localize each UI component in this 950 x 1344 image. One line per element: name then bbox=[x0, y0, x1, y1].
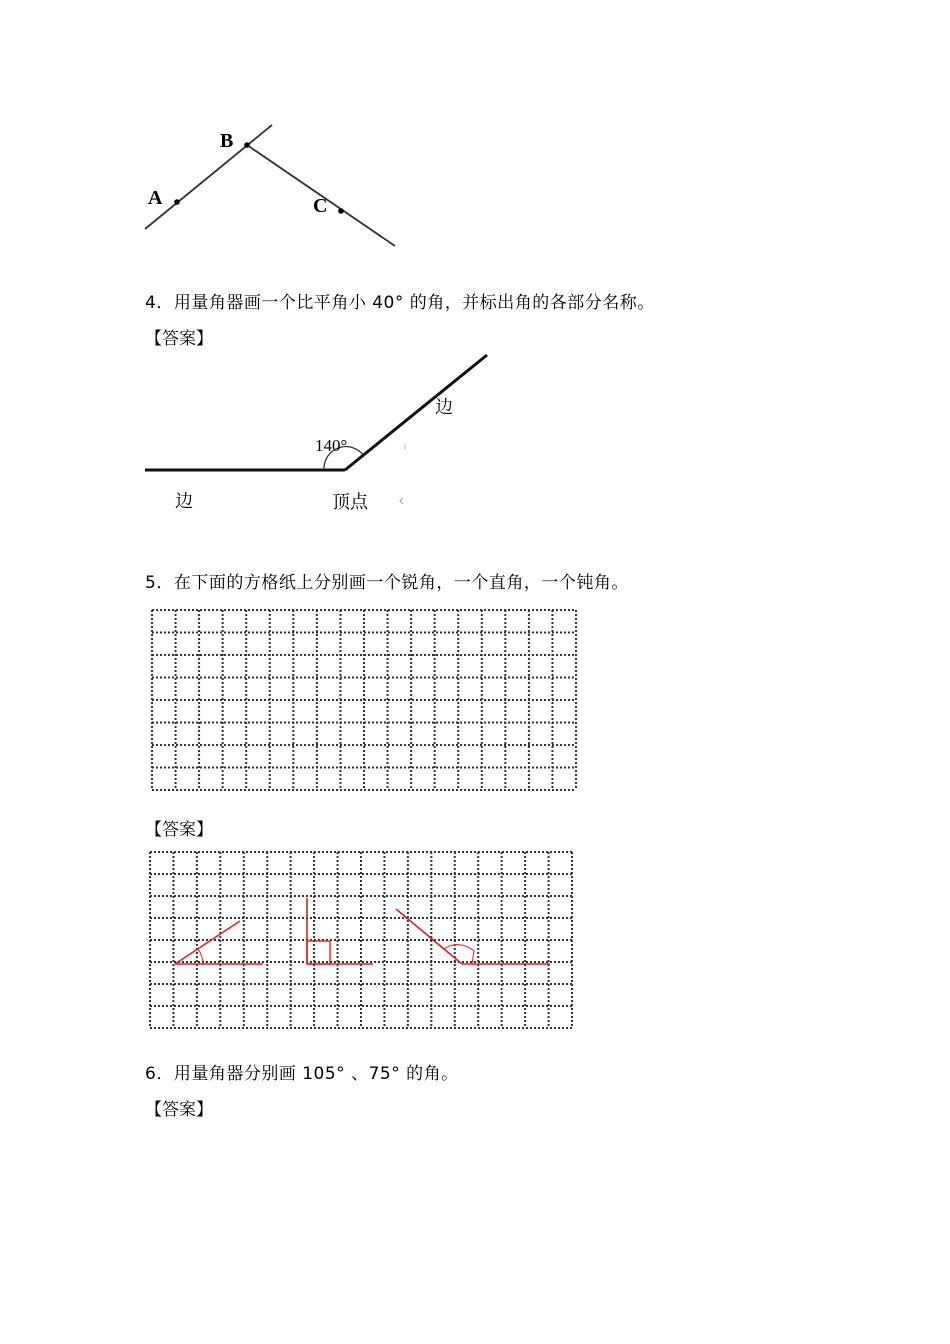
angle-140-label: 140° bbox=[315, 436, 348, 455]
right-angle-drawing bbox=[307, 898, 373, 964]
side-label-lower: 边 bbox=[175, 491, 193, 512]
answer-grid-paper bbox=[150, 852, 572, 1028]
empty-grid-paper bbox=[152, 610, 576, 790]
point-c-label: C bbox=[313, 195, 328, 217]
question-5-text: 5．在下面的方格纸上分别画一个锐角，一个直角，一个钝角。 bbox=[145, 573, 629, 593]
point-a-label: A bbox=[148, 187, 163, 209]
point-b-label: B bbox=[220, 130, 234, 152]
side-label-upper: 边 bbox=[435, 397, 453, 418]
question-5-answer-label: 【答案】 bbox=[145, 820, 213, 840]
vertex-label: 顶点 bbox=[332, 492, 368, 513]
acute-angle-drawing bbox=[175, 921, 263, 964]
question-6-answer-label: 【答案】 bbox=[145, 1100, 213, 1120]
question-4-answer-label: 【答案】 bbox=[145, 329, 213, 349]
question-4-text: 4．用量角器画一个比平角小 40° 的角，并标出角的各部分名称。 bbox=[145, 293, 655, 313]
angle-140-figure bbox=[0, 0, 950, 520]
question-6-text: 6．用量角器分别画 105° 、75° 的角。 bbox=[145, 1064, 459, 1084]
